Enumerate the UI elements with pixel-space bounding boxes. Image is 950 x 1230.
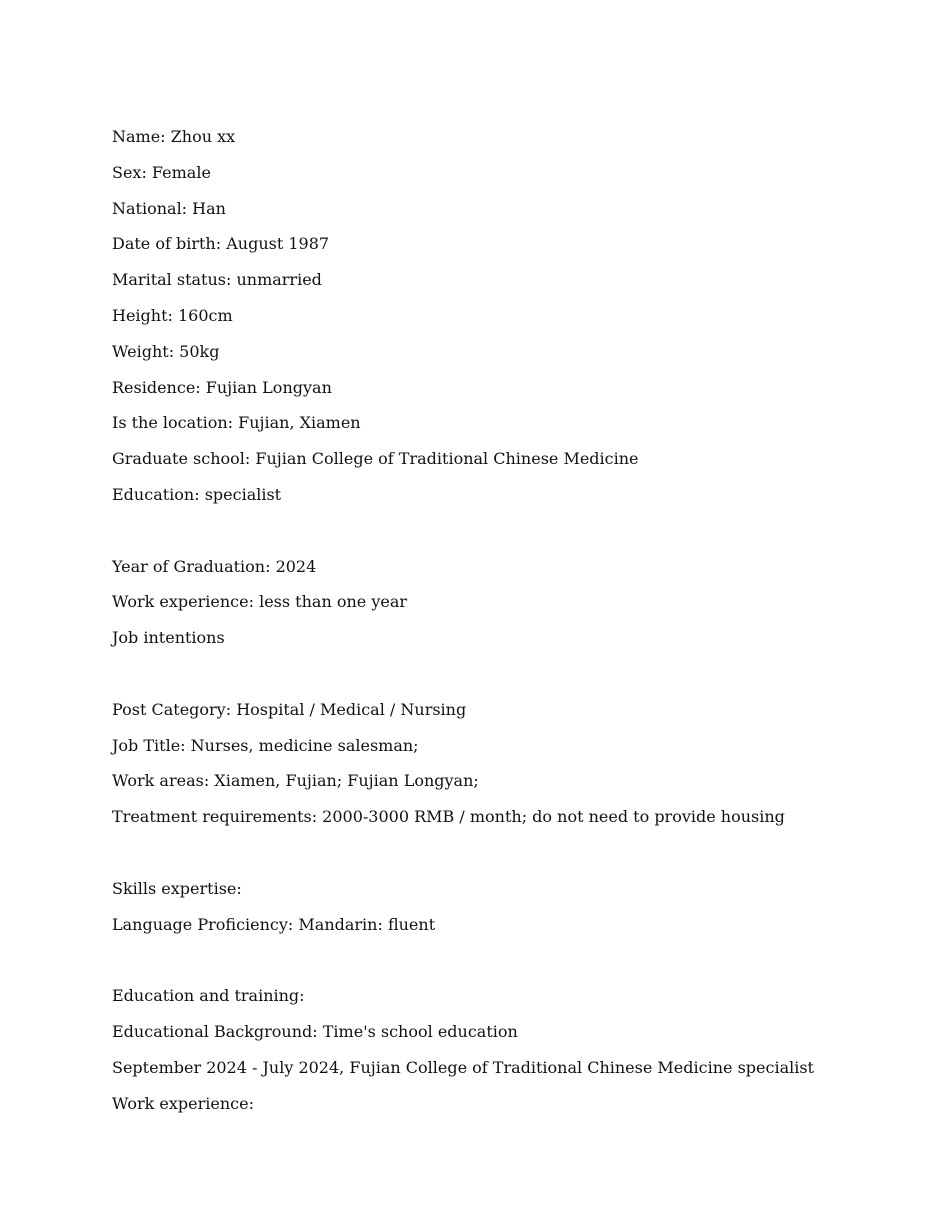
residence-line: Residence: Fujian Longyan [112,377,332,397]
job-title-line: Job Title: Nurses, medicine salesman; [112,735,419,755]
work-experience-summary-line: Work experience: less than one year [112,592,408,612]
education-line: Education: specialist [112,484,282,504]
skills-heading: Skills expertise: [112,878,242,898]
marital-status-line: Marital status: unmarried [112,270,322,290]
nationality-line: National: Han [112,198,226,218]
spacer [112,661,872,697]
date-of-birth-line: Date of birth: August 1987 [112,234,330,254]
graduate-school-line: Graduate school: Fujian College of Traditional Chinese Medicine [112,449,639,469]
post-category-line: Post Category: Hospital / Medical / Nursing [112,699,467,719]
location-line: Is the location: Fujian, Xiamen [112,413,361,433]
height-line: Height: 160cm [112,305,233,325]
name-line: Name: Zhou xx [112,127,236,146]
resume-body [112,124,872,1126]
work-areas-line: Work areas: Xiamen, Fujian; Fujian Longyan; [112,771,479,791]
education-period-line: September 2024 - July 2024, Fujian College of Traditional Chinese Medicine specialist [112,1057,814,1077]
spacer [112,947,872,983]
spacer [112,840,872,876]
weight-line: Weight: 50kg [112,341,220,361]
language-proficiency-line: Language Proficiency: Mandarin: fluent [112,914,436,934]
graduation-year-line: Year of Graduation: 2024 [112,556,317,576]
spacer [112,518,872,554]
treatment-requirements-line: Treatment requirements: 2000-3000 RMB / month; do not need to provide housing [112,807,785,827]
educational-background-line: Educational Background: Time's school education [112,1021,518,1041]
education-training-heading: Education and training: [112,986,305,1006]
sex-line: Sex: Female [112,162,211,182]
work-experience-heading: Work experience: [112,1093,254,1113]
job-intentions-heading: Job intentions [112,628,225,648]
